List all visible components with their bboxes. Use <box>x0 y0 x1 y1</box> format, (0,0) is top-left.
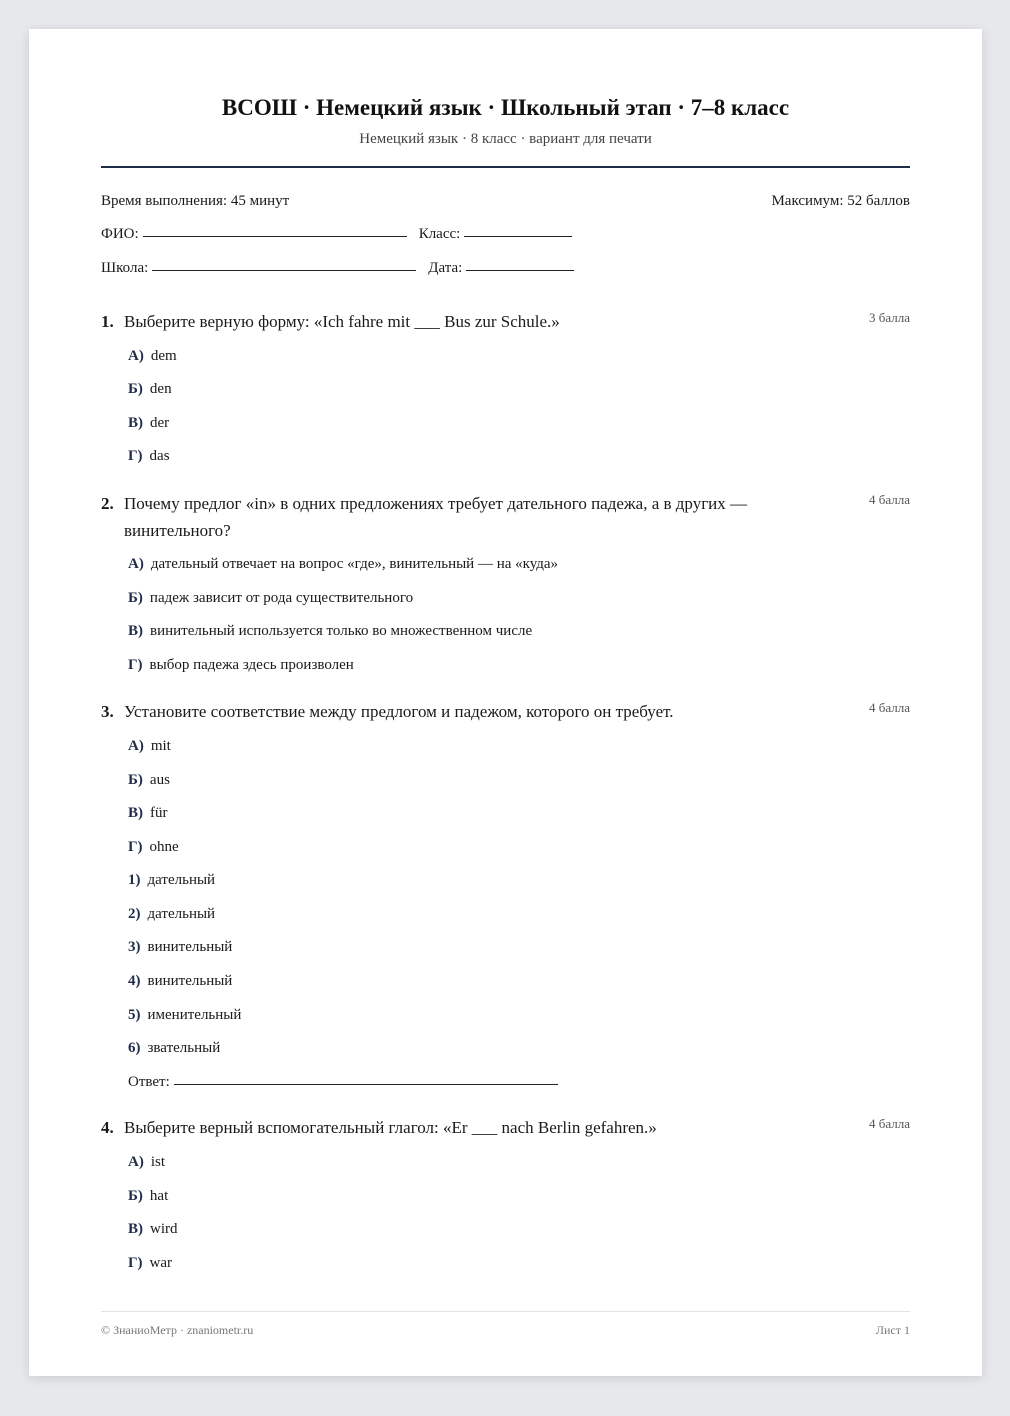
question-points: 4 балла <box>869 700 910 715</box>
option-text: винительный используется только во множественном числе <box>150 623 533 639</box>
option-text: dem <box>150 348 177 364</box>
option-letter: Б) <box>128 381 143 397</box>
option-letter: В) <box>128 1221 143 1237</box>
question-number: 4. <box>101 1118 114 1137</box>
fio-label: ФИО: <box>101 226 139 242</box>
option-text: винительный <box>147 939 233 955</box>
question-points: 4 балла <box>869 1116 910 1131</box>
option-letter: В) <box>128 805 143 821</box>
option-letter: А) <box>128 738 144 754</box>
question-text: Выберите верный вспомогательный глагол: «Er ___ nach Berlin gefahren.» <box>124 1118 657 1137</box>
fio-class-row <box>101 226 584 243</box>
match-item <box>128 872 215 889</box>
answer-option[interactable] <box>128 623 532 640</box>
option-text: den <box>149 381 172 397</box>
question-number: 2. <box>101 494 114 513</box>
option-letter: Г) <box>128 839 143 855</box>
school-label: Школа: <box>101 260 149 276</box>
question-2 <box>101 490 910 673</box>
option-letter: Г) <box>128 448 143 464</box>
option-text: винительный <box>147 973 233 989</box>
option-text: дательный отвечает на вопрос «где», винительный — на «куда» <box>150 556 559 572</box>
answer-option[interactable] <box>128 1154 165 1171</box>
option-letter: В) <box>128 623 143 639</box>
option-text: дательный <box>147 872 216 888</box>
time-limit: Время выполнения: 45 минут <box>101 193 290 209</box>
date-field[interactable] <box>466 269 574 271</box>
question-3 <box>101 698 910 1090</box>
option-text: mit <box>150 738 171 754</box>
option-letter: Б) <box>128 590 143 606</box>
option-text: der <box>150 415 170 431</box>
option-text: дательный <box>147 906 216 922</box>
footer-copyright: © ЗнаниоМетр · znaniometr.ru <box>101 1323 254 1337</box>
max-score: Максимум: 52 баллов <box>771 193 910 209</box>
option-text: ohne <box>149 839 179 855</box>
question-text: Установите соответствие между предлогом и падежом, которого он требует. <box>124 702 674 721</box>
option-letter: А) <box>128 348 144 364</box>
question-text: Выберите верную форму: «Ich fahre mit ___ Bus zur Schule.» <box>124 312 560 331</box>
option-text: wird <box>150 1221 178 1237</box>
answer-option[interactable] <box>128 657 354 674</box>
match-item <box>128 738 171 755</box>
match-item <box>128 805 168 822</box>
question-points: 3 балла <box>869 310 910 325</box>
question-number: 3. <box>101 702 114 721</box>
footer-divider <box>101 1311 910 1312</box>
answer-option[interactable] <box>128 415 169 432</box>
match-item <box>128 772 170 789</box>
answer-option[interactable] <box>128 348 177 365</box>
answer-option[interactable] <box>128 1255 172 1272</box>
page-subtitle: Немецкий язык · 8 класс · вариант для печати <box>359 131 652 147</box>
option-text: именительный <box>147 1007 242 1023</box>
answer-option[interactable] <box>128 590 413 607</box>
option-text: звательный <box>147 1040 221 1056</box>
option-letter: 2) <box>128 906 141 922</box>
worksheet-page <box>29 29 982 1376</box>
answer-option[interactable] <box>128 381 172 398</box>
class-label: Класс: <box>418 226 461 242</box>
option-letter: Г) <box>128 657 143 673</box>
question-number: 1. <box>101 312 114 331</box>
answer-row <box>128 1074 558 1091</box>
match-item <box>128 973 232 990</box>
answer-option[interactable] <box>128 448 170 465</box>
match-item <box>128 939 232 956</box>
answer-option[interactable] <box>128 1221 178 1238</box>
option-text: падеж зависит от рода существительного <box>149 590 414 606</box>
option-text: выбор падежа здесь произволен <box>149 657 354 673</box>
date-label: Дата: <box>428 260 463 276</box>
option-text: ist <box>150 1154 166 1170</box>
match-item <box>128 1040 220 1057</box>
answer-option[interactable] <box>128 1188 168 1205</box>
option-letter: А) <box>128 1154 144 1170</box>
option-letter: 4) <box>128 973 141 989</box>
school-field[interactable] <box>152 269 416 271</box>
question-4 <box>101 1114 910 1271</box>
option-letter: В) <box>128 415 143 431</box>
option-text: aus <box>149 772 170 788</box>
header-divider <box>101 166 910 168</box>
option-text: hat <box>149 1188 169 1204</box>
class-field[interactable] <box>464 235 572 237</box>
fio-field[interactable] <box>143 235 407 237</box>
page-title: ВСОШ · Немецкий язык · Школьный этап · 7–8 класс <box>221 95 790 120</box>
question-text: Почему предлог «in» в одних предложениях требует дательного падежа, а в других — винительного? <box>124 494 748 540</box>
option-letter: А) <box>128 556 144 572</box>
option-letter: 3) <box>128 939 141 955</box>
question-1 <box>101 308 910 464</box>
match-item <box>128 839 179 856</box>
option-text: war <box>149 1255 173 1271</box>
answer-field[interactable] <box>174 1084 558 1085</box>
footer-page-number: Лист 1 <box>875 1323 910 1337</box>
match-item <box>128 1007 241 1024</box>
school-date-row <box>101 260 586 277</box>
option-letter: Б) <box>128 772 143 788</box>
option-letter: 1) <box>128 872 141 888</box>
option-letter: 6) <box>128 1040 141 1056</box>
answer-option[interactable] <box>128 556 558 573</box>
option-letter: 5) <box>128 1007 141 1023</box>
option-letter: Г) <box>128 1255 143 1271</box>
option-letter: Б) <box>128 1188 143 1204</box>
question-points: 4 балла <box>869 492 910 507</box>
match-item <box>128 906 215 923</box>
option-text: das <box>149 448 170 464</box>
option-text: für <box>150 805 168 821</box>
answer-label: Ответ: <box>128 1074 170 1090</box>
